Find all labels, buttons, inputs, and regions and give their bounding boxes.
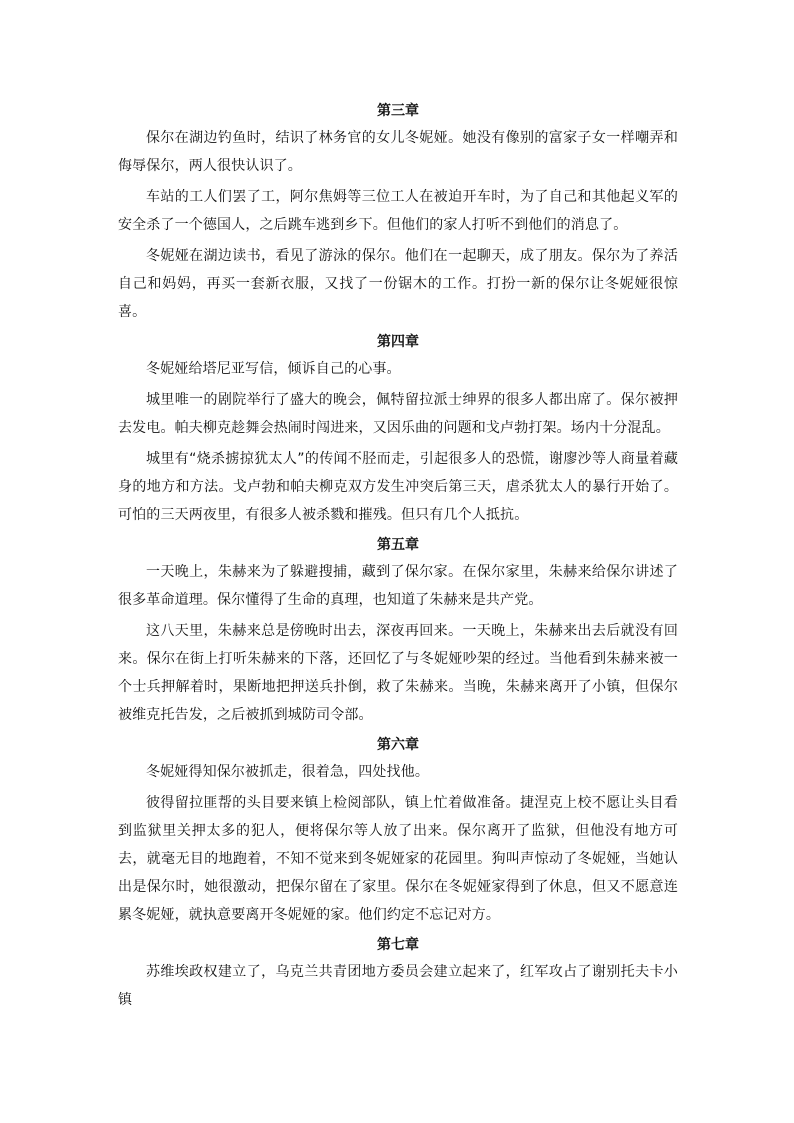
chapter-3 <box>118 98 678 326</box>
chapter-7 <box>118 932 678 1014</box>
chapter-6 <box>118 732 678 929</box>
chapter-heading: 第五章 <box>377 537 419 553</box>
paragraph: 彼得留拉匪帮的头目要来镇上检阅部队，镇上忙着做准备。捷涅克上校不愿让头目看到监狱里关押太多的犯人，便将保尔等人放了出来。保尔离开了监狱，但他没有地方可去，就毫无目的地跑着，不知不觉来到冬妮娅家的花园里。狗叫声惊动了冬妮娅，当她认出是保尔时，她很激动，把保尔留在了家里。保尔在冬妮娅家得到了休息，但又不愿意连累冬妮娅，就执意要离开冬妮娅的家。他们约定不忘记对方。 <box>118 795 678 923</box>
paragraph: 冬妮娅给塔尼亚写信，倾诉自己的心事。 <box>146 361 401 377</box>
chapter-4 <box>118 329 678 529</box>
chapter-5 <box>118 532 678 729</box>
document-body <box>118 98 678 1017</box>
chapter-heading: 第七章 <box>377 937 419 953</box>
paragraph: 城里唯一的剧院举行了盛大的晚会，佩特留拉派士绅界的很多人都出席了。保尔被押去发电。帕夫柳克趁舞会热闹时闯进来，又因乐曲的问题和戈卢勃打架。场内十分混乱。 <box>118 392 678 436</box>
chapter-heading: 第三章 <box>377 103 419 119</box>
paragraph: 保尔在湖边钓鱼时，结识了林务官的女儿冬妮娅。她没有像别的富家子女一样嘲弄和侮辱保尔，两人很快认识了。 <box>118 130 678 174</box>
chapter-heading: 第四章 <box>377 334 419 350</box>
paragraph: 冬妮娅在湖边读书，看见了游泳的保尔。他们在一起聊天，成了朋友。保尔为了养活自己和妈妈，再买一套新衣服，又找了一份锯木的工作。打扮一新的保尔让冬妮娅很惊喜。 <box>118 248 678 320</box>
paragraph: 苏维埃政权建立了，乌克兰共青团地方委员会建立起来了，红军攻占了谢别托夫卡小镇 <box>118 964 678 1008</box>
paragraph: 冬妮娅得知保尔被抓走，很着急，四处找他。 <box>146 764 429 780</box>
paragraph: 一天晚上，朱赫来为了躲避搜捕，藏到了保尔家。在保尔家里，朱赫来给保尔讲述了很多革命道理。保尔懂得了生命的真理，也知道了朱赫来是共产党。 <box>118 564 678 608</box>
chapter-heading: 第六章 <box>377 737 419 753</box>
paragraph: 车站的工人们罢了工，阿尔焦姆等三位工人在被迫开车时，为了自己和其他起义军的安全杀了一个德国人，之后跳车逃到乡下。但他们的家人打听不到他们的消息了。 <box>118 189 678 233</box>
paragraph: 这八天里，朱赫来总是傍晚时出去，深夜再回来。一天晚上，朱赫来出去后就没有回来。保尔在街上打听朱赫来的下落，还回忆了与冬妮娅吵架的经过。当他看到朱赫来被一个士兵押解着时，果断地把押送兵扑倒，救了朱赫来。当晚，朱赫来离开了小镇，但保尔被维克托告发，之后被抓到城防司令部。 <box>118 623 678 723</box>
paragraph: 城里有“烧杀掳掠犹太人”的传闻不胫而走，引起很多人的恐慌，谢廖沙等人商量着藏身的地方和方法。戈卢勃和帕夫柳克双方发生冲突后第三天，虐杀犹太人的暴行开始了。可怕的三天两夜里，有很多人被杀戮和摧残。但只有几个人抵抗。 <box>118 451 678 523</box>
